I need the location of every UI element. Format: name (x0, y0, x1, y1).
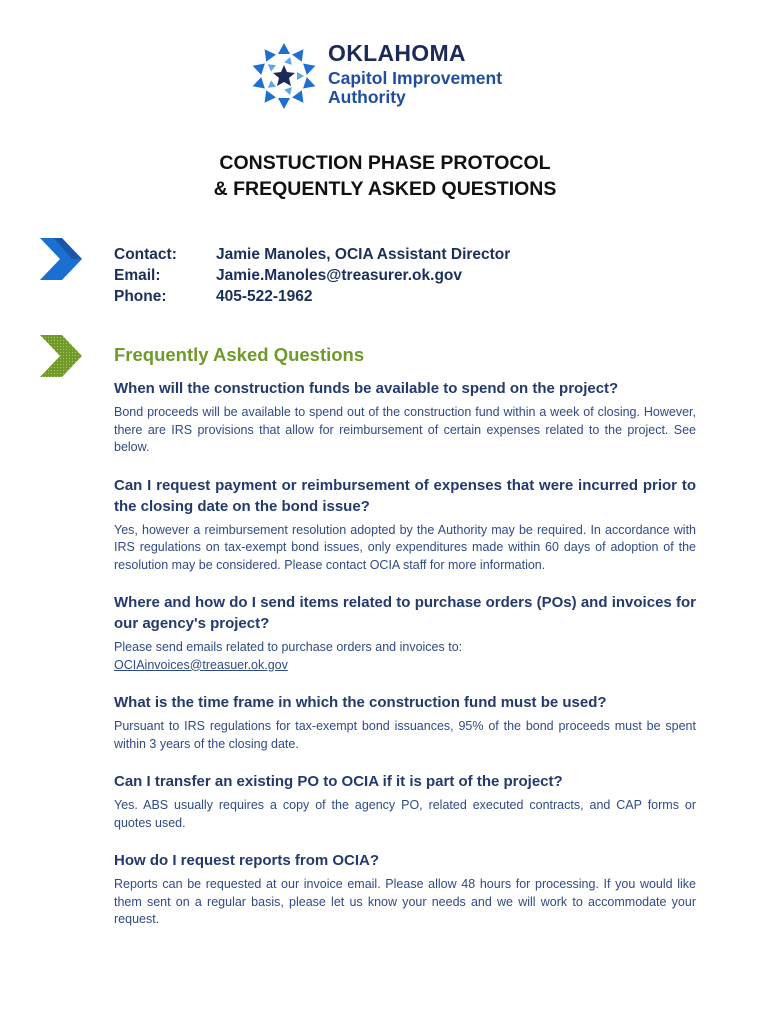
faq-question: Where and how do I send items related to purchase orders (POs) and invoices for our agency's project? (114, 594, 696, 632)
logo-line2: Authority (328, 87, 406, 107)
email-label: Email: (114, 267, 161, 284)
logo-wordmark (328, 42, 502, 107)
faq-item (114, 378, 696, 457)
faq-item (114, 475, 696, 575)
faq-answer: Yes, however a reimbursement resolution adopted by the Authority may be required. In accordance with IRS regulations on tax-exempt bond issues, only expenditures made within 60 days of adoption of the resolution may be considered. Please contact OCIA staff for more information. (114, 522, 696, 572)
agency-logo (248, 40, 538, 115)
faq-heading: Frequently Asked Questions (114, 344, 365, 365)
contact-block (114, 244, 510, 307)
faq-answer: Please send emails related to purchase orders and invoices to: (114, 640, 463, 654)
faq-question: When will the construction funds be available to spend on the project? (114, 380, 619, 397)
phone-row (114, 286, 510, 307)
contact-value: Jamie Manoles, OCIA Assistant Director (216, 246, 511, 263)
contact-label: Contact: (114, 246, 177, 263)
document-title (0, 150, 770, 202)
email-value[interactable]: Jamie.Manoles@treasurer.ok.gov (216, 267, 462, 284)
star-seal-logo-icon (248, 40, 320, 112)
faq-question: How do I request reports from OCIA? (114, 852, 380, 869)
phone-value: 405-522-1962 (216, 288, 313, 305)
invoices-email-link[interactable]: OCIAinvoices@treasuer.ok.gov (114, 657, 288, 672)
faq-answer: Bond proceeds will be available to spend out of the construction fund within a week of closing. However, there are IRS provisions that allow for reimbursement of certain expenses related to the project. See below. (114, 405, 696, 454)
email-row (114, 265, 510, 286)
title-line-2: & FREQUENTLY ASKED QUESTIONS (213, 178, 557, 200)
faq-answer: Pursuant to IRS regulations for tax-exempt bond issuances, 95% of the bond proceeds must be spent within 3 years of the closing date. (114, 719, 696, 751)
title-line-1: CONSTUCTION PHASE PROTOCOL (219, 152, 551, 174)
faq-answer: Reports can be requested at our invoice email. Please allow 48 hours for processing. If you would like them sent on a regular basis, please let us know your needs and we will work to accommodate your request. (114, 877, 696, 926)
logo-line1: Capitol Improvement (328, 68, 503, 88)
blue-chevron-icon (38, 236, 84, 282)
faq-item (114, 771, 696, 832)
faq-answer: Yes. ABS usually requires a copy of the agency PO, related executed contracts, and CAP forms or quotes used. (114, 798, 696, 830)
contact-row (114, 244, 510, 265)
faq-item (114, 692, 696, 753)
faq-section (114, 344, 696, 929)
faq-question: Can I transfer an existing PO to OCIA if it is part of the project? (114, 773, 563, 790)
faq-question: Can I request payment or reimbursement of expenses that were incurred prior to the closing date on the bond issue? (114, 476, 696, 515)
faq-answer-block (114, 639, 696, 674)
green-chevron-icon (38, 333, 84, 379)
phone-label: Phone: (114, 288, 167, 305)
faq-item (114, 850, 696, 929)
faq-question: What is the time frame in which the construction fund must be used? (114, 694, 607, 711)
faq-item (114, 592, 696, 674)
logo-title: OKLAHOMA (328, 40, 466, 66)
